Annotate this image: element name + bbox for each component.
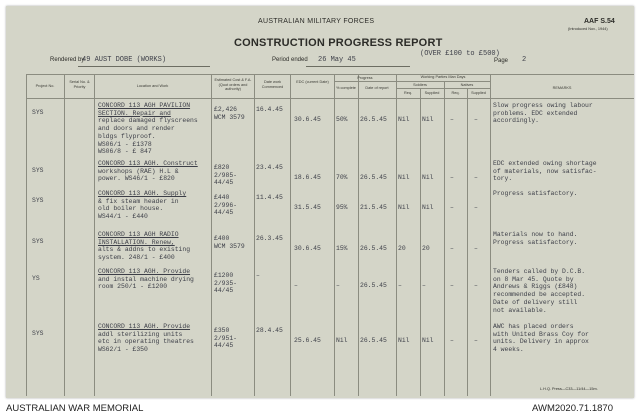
report-sheet [6,6,634,398]
row-project-no: SYS [32,109,44,116]
row-natives-sup: – [474,204,478,211]
row-project-no: SYS [32,238,44,245]
col-header-sold-sup: Supplied [424,91,440,95]
row-date-report: 26.5.45 [360,282,387,289]
row-remarks-line: of materials, now satisfac- [493,167,597,175]
row-remarks-line: Progress satisfactory. [493,190,578,197]
row-edc: 31.5.45 [294,204,321,211]
row-remarks-line: problems. EDC extended [493,109,578,117]
row-remarks-line: recommended be accepted. [493,291,586,299]
row-cost-line: £350 [214,327,230,334]
row-remarks-line: on 8 Mar 45. Quote by [493,275,574,283]
col-header-sold-req: Req. [403,91,413,95]
row-natives-sup: – [474,337,478,344]
row-soldiers-req: Nil [398,116,410,123]
row-location-line: etc in operating theatres [98,338,194,346]
row-location-line: addl sterilizing units [98,330,183,338]
row-location-line: CONCORD 113 AGH. Construct [98,160,198,167]
row-soldiers-sup: Nil [422,204,434,211]
col-header-parties: Working Parties Man Days [420,75,466,79]
col-rule-5 [254,74,255,396]
row-cost-line: 2/935- [214,279,238,287]
row-remarks-line: 4 weeks. [493,346,524,354]
row-remarks-line: Progress satisfactory. [493,238,578,246]
col-header-nat-sup: Supplied [471,91,486,95]
row-location-line: CONCORD 113 AGH. Provide [98,323,191,330]
row-cost-line: £820 [214,164,230,171]
form-number: AAF S.54 [584,18,615,25]
row-remarks-line: units. Delivery in approx [493,338,589,346]
col-header-serial: Serial No. & Priority [69,80,90,89]
row-remarks-line: Andrews & Riggs (£848) [493,283,578,291]
row-date-commenced: 16.4.45 [256,106,283,113]
row-location-line: SECTION. Repair and [98,109,171,117]
row-soldiers-sup: – [422,282,426,289]
row-natives-req: – [450,337,454,344]
col-header-project: Project No. [35,84,55,88]
row-location-line: replace damaged flyscreens [98,117,198,125]
row-cost-line: £1200 [214,272,234,279]
row-pct-complete: Nil [336,337,348,344]
col-rule-11 [444,81,445,396]
row-remarks-line: tory. [493,175,513,183]
row-remarks-line: AWC has placed orders [493,323,574,330]
row-edc: – [294,282,298,289]
progress-sub-rule [334,81,396,82]
row-cost-line: 2/985- [214,171,238,179]
row-soldiers-req: Nil [398,204,410,211]
col-header-edc: EDC (current Date) [296,80,329,84]
rendered-by-value: 49 AUST DOBE (WORKS) [82,56,167,64]
row-date-commenced: 23.4.45 [256,164,283,171]
col-rule-1 [26,74,27,396]
row-natives-sup: – [474,282,478,289]
row-cost-line: 2/951- [214,334,238,342]
page-value: 2 [522,56,527,64]
row-cost-line: 2/996- [214,201,238,209]
col-rule-4 [211,74,212,396]
row-location-line: WS06/1 - £1378 [98,140,152,148]
row-edc: 30.6.45 [294,245,321,252]
row-date-report: 21.5.45 [360,204,387,211]
row-soldiers-req: – [398,282,402,289]
row-location-line: room 250/1 - £1200 [98,283,168,291]
footer-institution: AUSTRALIAN WAR MEMORIAL [6,403,144,414]
col-rule-13 [490,74,491,396]
row-project-no: SYS [32,330,44,337]
row-location-line: and instal machine drying [98,275,194,283]
row-natives-req: – [450,245,454,252]
col-rule-10 [420,88,421,396]
row-edc: 25.6.45 [294,337,321,344]
row-date-commenced: 26.3.45 [256,235,283,242]
row-soldiers-req: 20 [398,245,406,252]
row-date-commenced: 28.4.45 [256,327,283,334]
archive-footer [0,400,640,418]
row-location-line: CONCORD 113 AGH. Provide [98,268,191,275]
row-remarks-line: accordingly. [493,117,540,125]
col-rule-9 [396,74,397,396]
row-soldiers-sup: Nil [422,337,434,344]
col-rule-12 [467,88,468,396]
row-cost-line: WCM 3579 [214,242,245,250]
row-soldiers-req: Nil [398,174,410,181]
rendered-by-label: Rendered by [50,57,85,63]
row-remarks-line: Tenders called by D.C.B. [493,268,586,275]
row-project-no: SYS [32,167,44,174]
row-location-line: WS06/8 - £ 847 [98,148,152,156]
period-line [306,66,410,67]
period-value: 26 May 45 [318,56,356,64]
row-soldiers-req: Nil [398,337,410,344]
row-natives-req: – [450,282,454,289]
row-location-line: system. 248/1 - £400 [98,254,175,262]
row-natives-sup: – [474,245,478,252]
row-location-line: alts & addns to existing [98,246,191,254]
row-location-line: bldgs flyproof. [98,132,156,140]
footer-accession: AWM2020.71.1870 [532,403,613,414]
row-project-no: YS [32,275,40,282]
col-header-progress: Progress [357,76,373,80]
page-title: CONSTRUCTION PROGRESS REPORT [234,37,443,49]
col-header-commenced: Date work Commenced [261,80,284,89]
row-pct-complete: 50% [336,116,348,123]
col-header-location: Location and Work [136,84,169,88]
row-date-commenced: – [256,272,260,279]
printer-imprint: L.H.Q. Press—C33—11/44—15m. [540,387,598,391]
row-location-line: INSTALLATION. Renew, [98,238,175,246]
row-cost-line: £440 [214,194,230,201]
row-natives-req: – [450,204,454,211]
row-location-line: CONCORD 113 AGH PAVILION [98,102,191,109]
row-soldiers-sup: Nil [422,116,434,123]
row-cost-line: WCM 3579 [214,113,245,121]
col-header-remarks: REMARKS [552,86,572,90]
row-natives-sup: – [474,116,478,123]
cost-range: (OVER £100 to £500) [420,50,500,58]
row-date-report: 26.5.45 [360,116,387,123]
col-header-pct: % complete [336,86,356,90]
col-header-cost: Estimated Cost & F.A. (Quot orders and authority) [214,78,252,92]
row-project-no: SYS [32,197,44,204]
org-heading: AUSTRALIAN MILITARY FORCES [258,18,375,25]
row-pct-complete: 70% [336,174,348,181]
row-soldiers-sup: Nil [422,174,434,181]
row-location-line: and doors and render [98,125,175,133]
table-top-rule [26,74,634,75]
row-date-report: 26.5.45 [360,174,387,181]
col-header-soldiers: Soldiers [413,83,427,87]
col-rule-6 [290,74,291,396]
row-cost-line: £400 [214,235,230,242]
row-cost-line: 44/45 [214,209,234,217]
col-header-natives: Natives [460,83,474,87]
row-date-commenced: 11.4.45 [256,194,283,201]
col-rule-3 [94,74,95,396]
row-remarks-line: not available. [493,306,547,314]
row-cost-line: 44/45 [214,179,234,187]
row-cost-line: 44/45 [214,287,234,295]
row-remarks-line: Materials now to hand. [493,231,578,238]
row-remarks-line: EDC extended owing shortage [493,160,597,167]
row-soldiers-sup: 20 [422,245,430,252]
row-date-report: 26.5.45 [360,245,387,252]
form-note: (Introduced Nov., 1944) [568,27,608,31]
col-rule-8 [358,74,359,396]
parties-sub-rule-2 [396,88,490,89]
rendered-by-line [78,66,210,67]
col-rule-2 [64,74,65,396]
row-natives-req: – [450,116,454,123]
row-location-line: & fix steam header in [98,197,179,205]
row-cost-line: £2,426 [214,106,238,113]
row-remarks-line: with United Brass Coy for [493,330,589,338]
row-location-line: WS62/1 - £350 [98,346,148,354]
row-location-line: old boiler house. [98,205,164,213]
col-header-date-report: Date of report [365,86,389,90]
row-location-line: CONCORD 113 AGH. Supply [98,190,187,197]
row-location-line: power. WS46/1 - £820 [98,175,175,183]
row-natives-sup: – [474,174,478,181]
row-edc: 18.6.45 [294,174,321,181]
col-header-nat-req: Req. [451,91,460,95]
row-pct-complete: 15% [336,245,348,252]
row-cost-line: 44/45 [214,342,234,350]
period-label: Period ended [272,57,308,63]
row-location-line: WS44/1 - £440 [98,213,148,221]
parties-sub-rule [396,81,490,82]
col-rule-7 [334,74,335,396]
table-header-rule [26,98,634,99]
row-location-line: CONCORD 113 AGH RADIO [98,231,179,238]
row-remarks-line: Slow progress owing labour [493,102,593,109]
row-natives-req: – [450,174,454,181]
row-edc: 30.6.45 [294,116,321,123]
row-pct-complete: 95% [336,204,348,211]
row-pct-complete: – [336,282,340,289]
row-location-line: workshops (RAE) H.L & [98,167,179,175]
row-date-report: 26.5.45 [360,337,387,344]
row-remarks-line: Date of delivery still [493,298,578,306]
page-label: Page [494,58,509,64]
